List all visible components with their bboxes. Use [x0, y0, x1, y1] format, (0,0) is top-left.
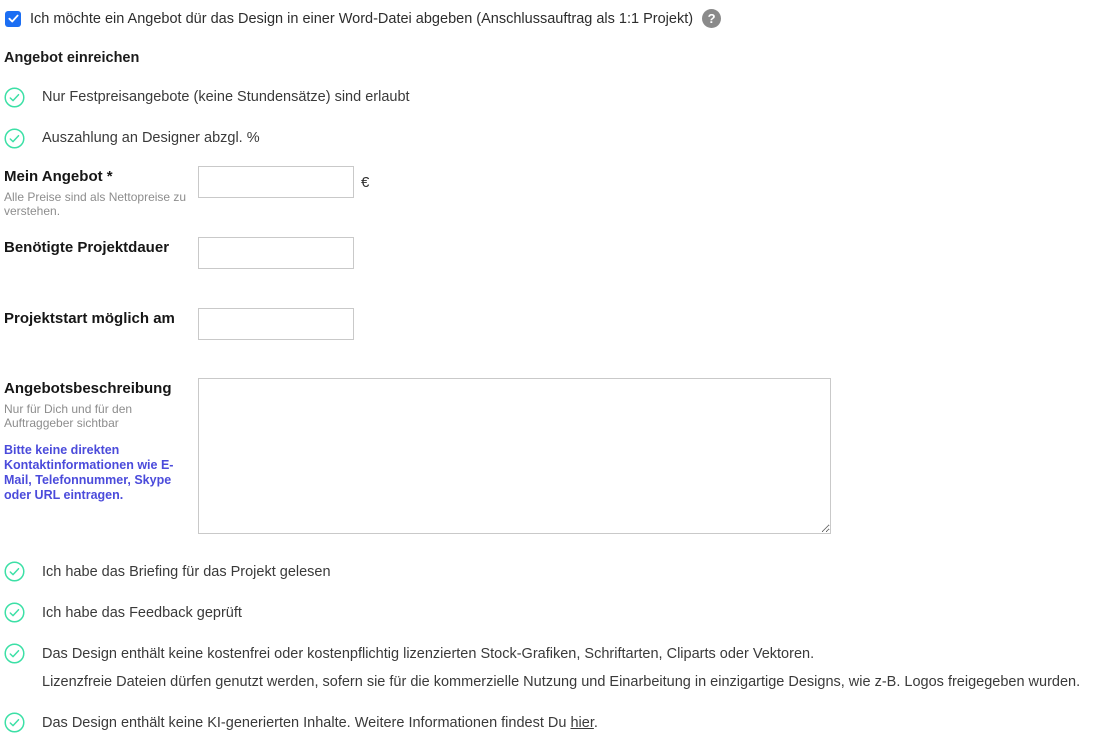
checklist-item-label: Das Design enthält keine KI-generierten Inhalte. Weitere Informationen findest Du: [42, 714, 571, 731]
offer-form: [4, 166, 1104, 534]
offer-description-textarea[interactable]: [198, 378, 831, 534]
more-info-link[interactable]: hier: [570, 714, 594, 731]
project-start-label: Projektstart möglich am: [4, 310, 175, 327]
info-item-label: Nur Festpreisangebote (keine Stundensätze) sind erlaubt: [42, 89, 410, 105]
checklist-item-label: Ich habe das Briefing für das Projekt gelesen: [42, 564, 331, 580]
offer-description-row: [4, 378, 1104, 534]
offer-description-helper: Nur für Dich und für den Auftraggeber sichtbar: [4, 402, 133, 431]
word-file-checkbox-label: Ich möchte ein Angebot dür das Design in einer Word-Datei abgeben (Anschlussauftrag als 1:1 Projekt): [30, 10, 694, 27]
info-item-payout: [4, 128, 1104, 149]
info-item-label: Auszahlung an Designer abzgl. %: [42, 130, 260, 146]
checklist-item-ai: [4, 712, 1104, 733]
project-duration-row: [4, 237, 1104, 308]
offer-amount-helper: Alle Preise sind als Nettopreise zu verstehen.: [4, 190, 187, 219]
check-circle-icon: [4, 87, 25, 108]
page-title: Angebot einreichen: [4, 50, 140, 66]
check-circle-icon: [4, 602, 25, 623]
checklist-item-label-suffix: .: [593, 714, 598, 731]
project-duration-label: Benötigte Projektdauer: [4, 239, 170, 256]
checklist-item-feedback: [4, 602, 1104, 623]
confirmation-checklist: [4, 561, 1104, 733]
offer-amount-input[interactable]: [198, 166, 354, 198]
checklist-item-sublabel: Lizenzfreie Dateien dürfen genutzt werden, sofern sie für die kommerzielle Nutzung und Einarbeitung in einzigartige Designs, wie z-B. Logos freigegeben wurden.: [42, 673, 1081, 690]
project-duration-input[interactable]: [198, 237, 354, 269]
contact-info-warning: Bitte keine direkten Kontaktinformationen wie E-Mail, Telefonnummer, Skype oder URL eintragen.: [4, 443, 174, 502]
check-circle-icon: [4, 712, 25, 733]
checklist-item-briefing: [4, 561, 1104, 582]
offer-amount-label: Mein Angebot *: [4, 168, 113, 185]
checklist-item-stock: [4, 643, 1104, 692]
check-circle-icon: [4, 561, 25, 582]
checklist-item-label: Das Design enthält keine kostenfrei oder kostenpflichtig lizenzierten Stock-Grafiken, Schriftarten, Cliparts oder Vektoren.: [42, 646, 815, 662]
project-start-row: [4, 308, 1104, 378]
offer-description-label: Angebotsbeschreibung: [4, 380, 172, 397]
euro-suffix: €: [361, 173, 370, 191]
word-file-option-row: [0, 0, 1104, 28]
project-start-input[interactable]: [198, 308, 354, 340]
help-icon[interactable]: ?: [702, 9, 721, 28]
offer-amount-row: [4, 166, 1104, 237]
checklist-item-label: Ich habe das Feedback geprüft: [42, 605, 242, 621]
checkmark-icon: [8, 13, 19, 24]
check-circle-icon: [4, 128, 25, 149]
word-file-checkbox[interactable]: [5, 11, 21, 27]
check-circle-icon: [4, 643, 25, 664]
info-item-fixed-price: [4, 87, 1104, 108]
